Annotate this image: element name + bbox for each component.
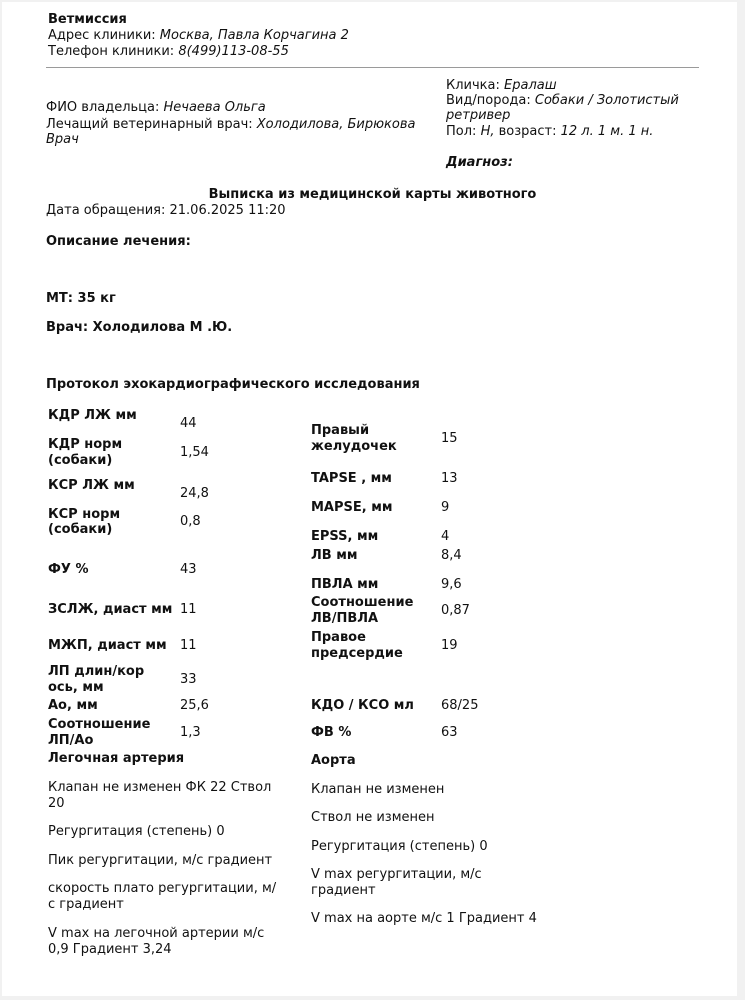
pulmonary-valve: Клапан не изменен ФК 22 Ствол [48, 780, 272, 795]
echo-left-label: ЛП длин/кор [48, 664, 145, 679]
owner-label: ФИО владельца: [46, 100, 160, 115]
pulmonary-vmax: V max на легочной артерии м/с [48, 926, 265, 941]
pet-age-value: 12 л. 1 м. 1 н. [560, 124, 654, 139]
diagnosis-label: Диагноз: [446, 155, 513, 170]
echo-right-label-line2: ЛВ/ПВЛА [311, 611, 379, 626]
pulmonary-peak-regurgitation: Пик регургитации, м/с градиент [48, 853, 273, 868]
doctor: Врач: Холодилова М .Ю. [46, 320, 233, 335]
owner-value: Нечаева Ольга [163, 100, 266, 115]
echo-left-label: ЗСЛЖ, диаст мм [48, 602, 173, 617]
echo-left-value: 0,8 [180, 514, 201, 529]
echo-right-value: 9 [441, 500, 450, 515]
echo-right-label-line2: предсердие [311, 646, 403, 661]
echo-left-label: МЖП, диаст мм [48, 638, 167, 653]
aorta-vmax-regurgitation: V max регургитации, м/с [311, 867, 482, 882]
pulmonary-plateau: скорость плато регургитации, м/ [48, 881, 277, 896]
echo-right-value: 15 [441, 431, 458, 446]
echo-left-value: 11 [180, 602, 197, 617]
echo-right-value: 4 [441, 529, 450, 544]
pulmonary-title: Легочная артерия [48, 751, 185, 766]
echo-right-label: Правое [311, 630, 366, 645]
vet-line [46, 117, 416, 133]
vet-value-line2: Врач [46, 132, 79, 147]
visit-date: Дата обращения: 21.06.2025 11:20 [46, 203, 286, 218]
echo-right-value: 19 [441, 638, 458, 653]
pulmonary-plateau-line2: с градиент [48, 897, 124, 912]
echo-left-label: КСР норм [48, 507, 121, 522]
pulmonary-vmax-line2: 0,9 Градиент 3,24 [48, 942, 172, 957]
echo-right-value: 8,4 [441, 548, 462, 563]
aorta-title: Аорта [311, 753, 356, 768]
pet-breed-value-line2: ретривер [446, 108, 511, 123]
echo-left-value: 1,3 [180, 725, 201, 740]
echo-right-value: 0,87 [441, 603, 470, 618]
echo-left-label-line2: (собаки) [48, 453, 113, 468]
echo-left-label-line2: ось, мм [48, 680, 104, 695]
echo-right-label: ЛВ мм [311, 548, 358, 563]
echo-left-value: 1,54 [180, 445, 209, 460]
echo-left-value: 43 [180, 562, 197, 577]
echo-left-label-line2: ЛП/Ао [48, 733, 94, 748]
echo-right-value: 13 [441, 471, 458, 486]
echo-left-label: ФУ % [48, 562, 89, 577]
pet-name-value: Ералаш [504, 78, 557, 93]
echo-left-value: 24,8 [180, 486, 209, 501]
aorta-valve: Клапан не изменен [311, 782, 445, 797]
echo-left-value: 11 [180, 638, 197, 653]
pulmonary-valve-line2: 20 [48, 796, 65, 811]
pulmonary-regurgitation: Регургитация (степень) 0 [48, 824, 225, 839]
vet-value: Холодилова, Бирюкова [256, 117, 416, 132]
pet-sex-value: Н, [480, 124, 495, 139]
echo-left-label: КДР ЛЖ мм [48, 408, 137, 423]
pet-sex-age-line [446, 124, 653, 140]
echo-left-label-line2: (собаки) [48, 522, 113, 537]
echo-right-label: MAPSE, мм [311, 500, 393, 515]
aorta-vmax-regurgitation-line2: градиент [311, 883, 376, 898]
weight: МТ: 35 кг [46, 291, 116, 306]
echo-left-label: Соотношение [48, 717, 151, 732]
owner-line [46, 100, 266, 116]
record-title: Выписка из медицинской карты животного [208, 187, 537, 202]
header-divider [46, 67, 699, 68]
echo-right-label-line2: желудочек [311, 439, 397, 454]
clinic-phone-label: Телефон клиники: [48, 44, 175, 59]
pet-name-line [446, 78, 557, 94]
echo-left-label: КСР ЛЖ мм [48, 478, 135, 493]
echo-right-label: EPSS, мм [311, 529, 379, 544]
echo-left-label: КДР норм [48, 437, 123, 452]
echo-right-label: Соотношение [311, 595, 414, 610]
pet-sex-label: Пол: [446, 124, 477, 139]
aorta-vmax: V max на аорте м/с 1 Градиент 4 [311, 911, 537, 926]
echo-right-label: ПВЛА мм [311, 577, 379, 592]
echo-right-label: КДО / КСО мл [311, 698, 414, 713]
clinic-phone-value: 8(499)113-08-55 [178, 44, 289, 59]
echo-right-label: Правый [311, 423, 370, 438]
pet-breed-line [446, 93, 679, 109]
echo-left-value: 25,6 [180, 698, 209, 713]
echo-right-label: ФВ % [311, 725, 352, 740]
pet-breed-value: Собаки / Золотистый [534, 93, 679, 108]
clinic-address-value: Москва, Павла Корчагина 2 [159, 28, 349, 43]
clinic-name: Ветмиссия [48, 12, 127, 27]
clinic-phone [48, 44, 289, 60]
clinic-address-label: Адрес клиники: [48, 28, 156, 43]
echo-left-value: 33 [180, 672, 197, 687]
echo-right-value: 63 [441, 725, 458, 740]
echo-right-label: TAPSE , мм [311, 471, 392, 486]
aorta-regurgitation: Регургитация (степень) 0 [311, 839, 488, 854]
clinic-address [48, 28, 349, 44]
echo-right-value: 9,6 [441, 577, 462, 592]
echo-left-value: 44 [180, 416, 197, 431]
echo-right-value: 68/25 [441, 698, 479, 713]
pet-name-label: Кличка: [446, 78, 500, 93]
vet-label: Лечащий ветеринарный врач: [46, 117, 253, 132]
pet-breed-label: Вид/порода: [446, 93, 531, 108]
echo-left-label: Ао, мм [48, 698, 98, 713]
treatment-label: Описание лечения: [46, 234, 191, 249]
pet-age-label: возраст: [498, 124, 557, 139]
aorta-trunk: Ствол не изменен [311, 810, 435, 825]
protocol-title: Протокол эхокардиографического исследования [46, 377, 420, 392]
